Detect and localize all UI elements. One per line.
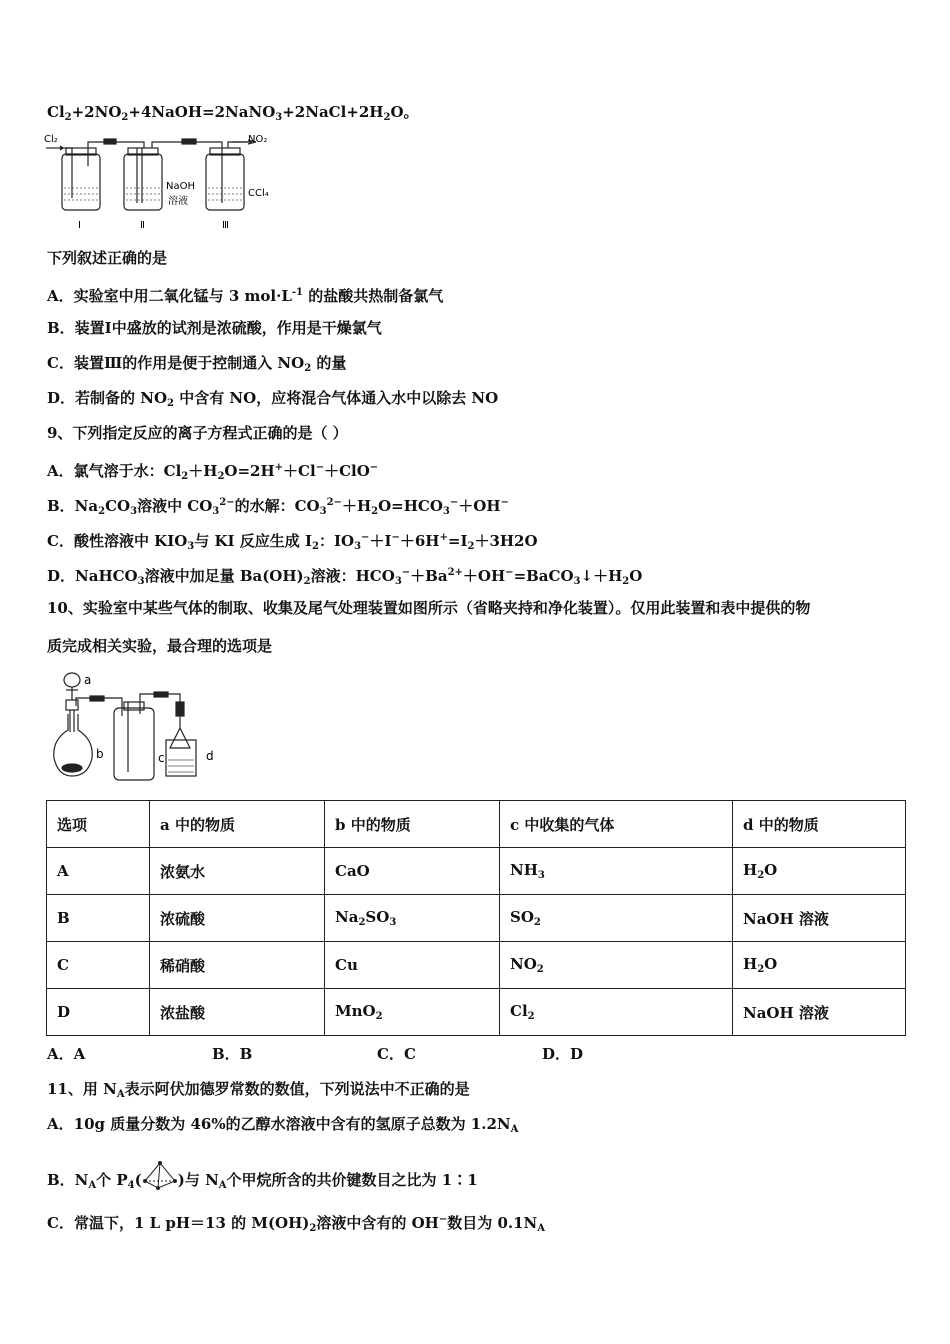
header-option: 选项 xyxy=(47,801,150,848)
q10-stem-line1: 10、实验室中某些气体的制取、收集及尾气处理装置如图所示（省略夹持和净化装置）。仅用此装置和表中提供的物 xyxy=(47,599,811,617)
table-header-row xyxy=(47,801,906,848)
cell-option: B xyxy=(47,895,150,942)
q9-stem: 9、下列指定反应的离子方程式正确的是（ ） xyxy=(47,424,348,442)
q8-option-d: D．若制备的 $NO_2$ 中含有 NO，应将混合气体通入水中以除去 NO xyxy=(47,389,499,409)
q8-option-b: B．装置Ⅰ中盛放的试剂是浓硫酸，作用是干燥氯气 xyxy=(47,319,382,337)
apparatus-diagram-2 xyxy=(48,668,228,784)
cell-option: D xyxy=(47,989,150,1036)
cell-b: $Na_2SO_3$ xyxy=(325,895,500,942)
table-row xyxy=(47,895,906,942)
header-b: b 中的物质 xyxy=(325,801,500,848)
label-bottle-3: Ⅲ xyxy=(222,220,229,231)
q8-option-a: A．实验室中用二氧化锰与 3 $mol\cdot L^{-1}$ 的盐酸共热制备氯气 xyxy=(47,287,444,305)
cell-d: $H_2O$ xyxy=(733,942,906,989)
answer-b: B．B xyxy=(212,1045,253,1063)
cell-b: Cu xyxy=(325,942,500,989)
table-row xyxy=(47,942,906,989)
cell-a: 浓盐酸 xyxy=(150,989,325,1036)
q9-option-b: B．$Na_2CO_3$溶液中 $CO_3^{2-}$的水解：$CO_3^{2-}+H_2O=HCO_3^-+OH^-$ xyxy=(47,497,509,517)
cell-c: $Cl_2$ xyxy=(500,989,733,1036)
table-row xyxy=(47,848,906,895)
reaction-equation: $Cl_2+2NO_2+4NaOH=2NaNO_3+2NaCl+2H_2O$。 xyxy=(47,103,419,123)
label-solution: 溶液 xyxy=(168,196,188,207)
q10-stem-line2: 质完成相关实验，最合理的选项是 xyxy=(47,637,273,655)
q11-option-a: A．10g 质量分数为 46%的乙醇水溶液中含有的氢原子总数为 $1.2N_A$ xyxy=(47,1115,519,1135)
cell-a: 浓氨水 xyxy=(150,848,325,895)
label-bottle-2: Ⅱ xyxy=(140,220,145,231)
label-c: c xyxy=(158,751,165,765)
header-c: c 中收集的气体 xyxy=(500,801,733,848)
label-bottle-1: Ⅰ xyxy=(78,220,81,231)
q11-option-b: B．$N_A$个 $P_4$( )与 $N_A$个甲烷所含的共价键数目之比为 1∶1 xyxy=(47,1161,478,1196)
cell-c: $SO_2$ xyxy=(500,895,733,942)
label-naoh: NaOH xyxy=(166,181,195,192)
label-no2: NO₂ xyxy=(248,134,268,145)
q9-option-a: A．氯气溶于水：$Cl_2+H_2O=2H^++Cl^-+ClO^-$ xyxy=(47,462,379,482)
cell-a: 浓硫酸 xyxy=(150,895,325,942)
label-d: d xyxy=(206,749,214,763)
label-ccl4: CCl₄ xyxy=(248,188,269,199)
header-d: d 中的物质 xyxy=(733,801,906,848)
q11-option-c: C．常温下，1 L pH＝13 的 $M(OH)_2$溶液中含有的 OH−数目为 $0.1N_A$ xyxy=(47,1214,546,1234)
answer-a: A．A xyxy=(47,1045,86,1063)
cell-c: $NH_3$ xyxy=(500,848,733,895)
label-cl2: Cl₂ xyxy=(44,134,58,145)
answer-c: C．C xyxy=(377,1045,416,1063)
options-table xyxy=(46,800,906,1036)
p4-tetrahedron-icon xyxy=(142,1161,178,1191)
header-a: a 中的物质 xyxy=(150,801,325,848)
q9-option-c: C．酸性溶液中 $KIO_3$与 KI 反应生成 $I_2$：$IO_3^-+I^-+6H^+=I_2+3H2O$ xyxy=(47,532,538,552)
q8-stem: 下列叙述正确的是 xyxy=(47,249,168,267)
cell-c: $NO_2$ xyxy=(500,942,733,989)
label-b: b xyxy=(96,747,104,761)
q11-stem: 11、用 $N_A$表示阿伏加德罗常数的数值，下列说法中不正确的是 xyxy=(47,1080,470,1100)
apparatus-diagram-1 xyxy=(42,128,292,234)
cell-d: NaOH 溶液 xyxy=(733,989,906,1036)
cell-b: MnO$_2$ xyxy=(325,989,500,1036)
table-row xyxy=(47,989,906,1036)
cell-d: $H_2O$ xyxy=(733,848,906,895)
cell-option: C xyxy=(47,942,150,989)
cell-option: A xyxy=(47,848,150,895)
cell-d: NaOH 溶液 xyxy=(733,895,906,942)
label-a: a xyxy=(84,673,92,687)
answer-d: D．D xyxy=(542,1045,584,1063)
cell-a: 稀硝酸 xyxy=(150,942,325,989)
cell-b: CaO xyxy=(325,848,500,895)
q8-option-c: C．装置Ⅲ的作用是便于控制通入 $NO_2$ 的量 xyxy=(47,354,347,374)
q9-option-d: D．NaHCO$_3$溶液中加足量 $Ba(OH)_2$溶液：$HCO_3^-+Ba^{2+}+OH^-=BaCO_3↓+H_2O$ xyxy=(47,567,643,587)
